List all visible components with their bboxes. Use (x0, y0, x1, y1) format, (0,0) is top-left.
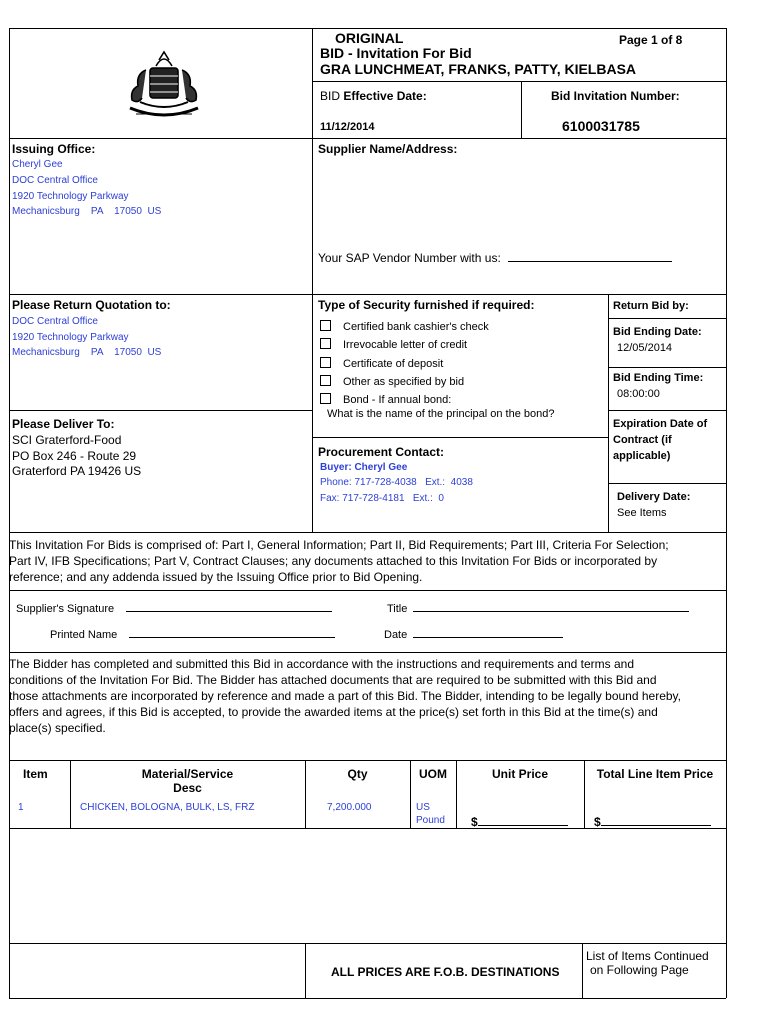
delivery-date: See Items (617, 507, 667, 519)
bond-question: What is the name of the principal on the bond? (327, 408, 555, 420)
frame-left (9, 28, 10, 998)
return-quotation-line: 1920 Technology Parkway (12, 332, 129, 343)
title-field[interactable]: Title (387, 603, 689, 615)
table-row-qty: 7,200.000 (327, 802, 372, 813)
security-type-label: Type of Security furnished if required: (318, 298, 535, 312)
checkbox-icon[interactable] (320, 393, 331, 404)
expiration-label: Expiration Date of (613, 418, 708, 430)
expiration-label: applicable) (613, 450, 671, 462)
buyer-name: Buyer: Cheryl Gee (320, 462, 408, 473)
deliver-to-line: PO Box 246 - Route 29 (12, 449, 137, 463)
supplier-label: Supplier Name/Address: (318, 142, 458, 156)
bid-subject: GRA LUNCHMEAT, FRANKS, PATTY, KIELBASA (320, 61, 637, 77)
divider (312, 294, 313, 532)
issuing-office-line: 1920 Technology Parkway (12, 191, 129, 202)
table-row-uom: US Pound (416, 802, 445, 826)
table-row-desc: CHICKEN, BOLOGNA, BULK, LS, FRZ (80, 802, 255, 813)
bid-number-label: Bid Invitation Number: (551, 89, 680, 103)
ifb-description: This Invitation For Bids is comprised of: Part I, General Information; Part II, Bid Requirements; Part III, Criteria For Selection; Part IV, IFB Specifications; Part V, Contract Clauses; any documents attached to this Invitation For Bids or incorporated by reference; and any addenda issued by the Issuing Office prior to Bid Opening. (9, 538, 669, 584)
deliver-to-line: Graterford PA 19426 US (12, 464, 142, 478)
checkbox-icon[interactable] (320, 357, 331, 368)
buyer-phone: Phone: 717-728-4038 Ext.: 4038 (320, 477, 473, 488)
divider (9, 760, 726, 761)
vendor-number-field[interactable]: Your SAP Vendor Number with us: (318, 251, 672, 265)
effective-date-label: BID Effective Date: (320, 89, 427, 103)
divider (608, 318, 726, 319)
expiration-label: Contract (if (613, 434, 672, 446)
divider (9, 590, 726, 591)
col-header-material: Material/Service Desc (141, 767, 234, 795)
frame-top (9, 28, 726, 29)
security-option-bond[interactable]: Bond - If annual bond: (320, 393, 451, 406)
col-header-item: Item (23, 767, 48, 781)
bid-ending-date: 12/05/2014 (617, 342, 673, 354)
checkbox-icon[interactable] (320, 375, 331, 386)
unit-price-field[interactable]: $ (471, 815, 568, 829)
original-label: ORIGINAL (335, 30, 404, 46)
procurement-contact-label: Procurement Contact: (318, 445, 445, 459)
issuing-office-line: Cheryl Gee (12, 159, 63, 170)
divider (582, 943, 583, 998)
divider (9, 410, 312, 411)
return-quotation-line: Mechanicsburg PA 17050 US (12, 347, 162, 358)
delivery-date-label: Delivery Date: (617, 491, 691, 503)
security-option-certified-check[interactable]: Certified bank cashier's check (320, 320, 489, 333)
pennsylvania-seal-icon (116, 50, 212, 120)
items-continued: List of Items Continued on Following Page (586, 949, 709, 977)
issuing-office-label: Issuing Office: (12, 142, 96, 156)
buyer-fax: Fax: 717-728-4181 Ext.: 0 (320, 493, 444, 504)
return-bid-label: Return Bid by: (613, 300, 689, 312)
divider (9, 294, 726, 295)
effective-date: 11/12/2014 (320, 121, 375, 133)
issuing-office-line: DOC Central Office (12, 175, 98, 186)
divider (9, 532, 726, 533)
security-option-certificate-of-deposit[interactable]: Certificate of deposit (320, 357, 443, 370)
frame-bottom (9, 998, 726, 999)
page-number: Page 1 of 8 (619, 33, 683, 47)
doc-type: BID - Invitation For Bid (320, 45, 472, 61)
checkbox-icon[interactable] (320, 338, 331, 349)
bid-ending-time-label: Bid Ending Time: (613, 372, 704, 384)
divider (312, 81, 726, 82)
total-price-field[interactable]: $ (594, 815, 711, 829)
security-option-letter-of-credit[interactable]: Irrevocable letter of credit (320, 338, 467, 351)
col-header-total: Total Line Item Price (596, 767, 714, 781)
bid-number: 6100031785 (562, 118, 640, 134)
issuing-office-line: Mechanicsburg PA 17050 US (12, 206, 162, 217)
frame-right (726, 28, 727, 998)
divider (521, 81, 522, 138)
deliver-to-label: Please Deliver To: (12, 417, 115, 431)
divider (9, 652, 726, 653)
checkbox-icon[interactable] (320, 320, 331, 331)
printed-name-field[interactable]: Printed Name (50, 629, 335, 641)
date-field[interactable]: Date (384, 629, 563, 641)
col-header-unit-price: Unit Price (491, 767, 548, 781)
divider (312, 437, 608, 438)
divider (9, 138, 726, 139)
return-quotation-line: DOC Central Office (12, 316, 98, 327)
bidder-statement: The Bidder has completed and submitted this Bid in accordance with the instructions and requirements and terms and conditions of the Invitation For Bid. The Bidder has attached documents that are required to be submitted with this Bid and those attachments are incorporated by reference and made a part of this Bid. The Bidder, intending to be legally bound hereby, offers and agrees, if this Bid is accepted, to provide the awarded items at the price(s) set forth in this Bid at the time(s) and place(s) specified. (9, 657, 681, 735)
divider (305, 943, 306, 998)
table-row-item: 1 (18, 802, 24, 813)
bid-ending-date-label: Bid Ending Date: (613, 326, 702, 338)
divider (608, 367, 726, 368)
divider (9, 943, 726, 944)
col-header-qty: Qty (347, 767, 368, 781)
divider (608, 410, 726, 411)
return-quotation-label: Please Return Quotation to: (12, 298, 171, 312)
bid-ending-time: 08:00:00 (617, 388, 660, 400)
divider (608, 294, 609, 532)
supplier-signature-field[interactable]: Supplier's Signature (16, 603, 332, 615)
security-option-other[interactable]: Other as specified by bid (320, 375, 464, 388)
fob-notice: ALL PRICES ARE F.O.B. DESTINATIONS (331, 965, 560, 979)
divider (312, 28, 313, 294)
divider (608, 483, 726, 484)
deliver-to-line: SCI Graterford-Food (12, 433, 122, 447)
col-header-uom: UOM (419, 767, 447, 781)
